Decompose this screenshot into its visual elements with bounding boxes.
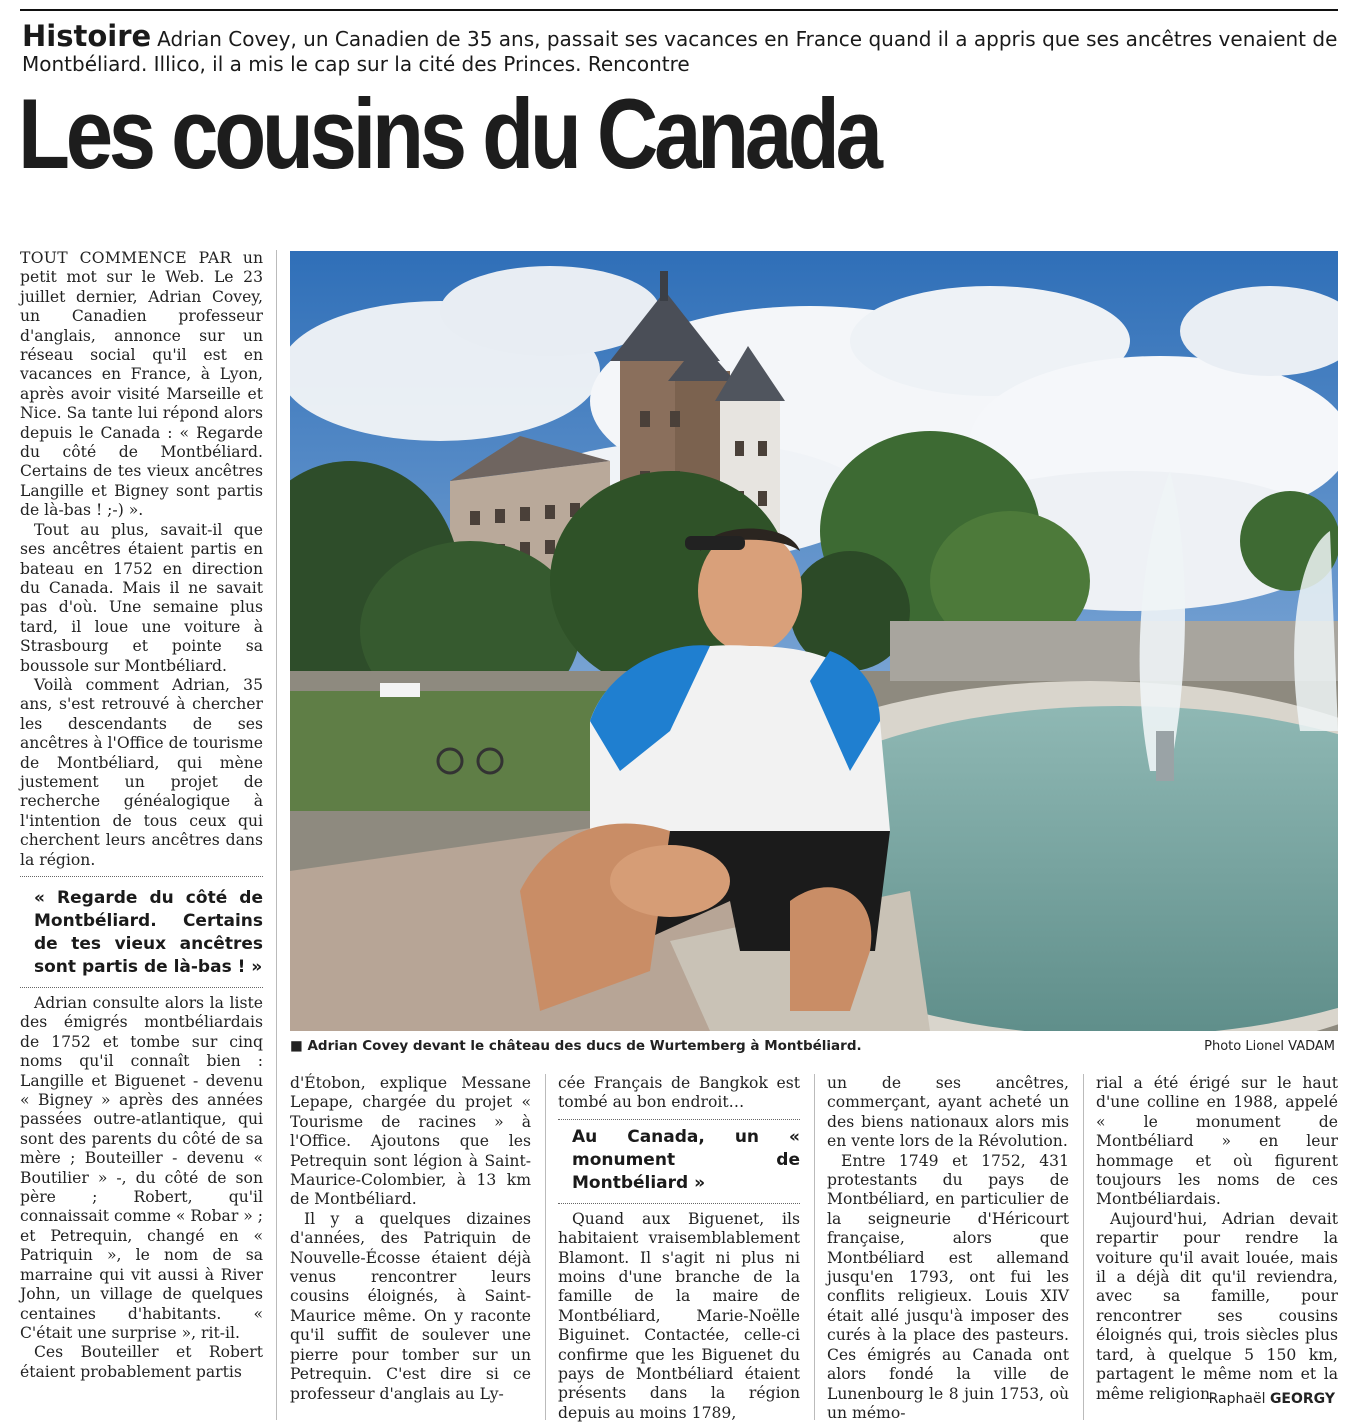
byline-first-name: Raphaël <box>1208 1391 1266 1407</box>
divider <box>20 987 263 988</box>
paragraph <box>20 249 263 521</box>
paragraph-text: un petit mot sur le Web. Le 23 juillet dernier, Adrian Covey, un Canadien professeur d'anglais, annonce sur un réseau social qu'il est en vacances en France, à Lyon, après avoir visité Marseille et Nice. Sa tante lui répond alors depuis le Canada : « Regarde du côté de Montbéliard. Certains de tes vieux ancêtres Langille et Bigney sont partis de là-bas ! ;-) ». <box>20 249 264 520</box>
paragraph: Adrian consulte alors la liste des émigrés montbéliardais de 1752 et tombe sur cinq noms qu'il connaît bien : Langille et Biguenet - devenu « Bigney » après des années passées outre-atlantique, qui sont des parents du côté de sa mère ; Bouteiller - devenu « Boutilier » -, du côté de son père ; Robert, qu'il connaissait comme « Robar » ; et Petrequin, changé en « Patriquin », le nom de sa marraine qui vit aussi à River John, un village de quelques centaines d'habitants. « C'était une surprise », rit-il. <box>20 994 263 1342</box>
paragraph: d'Étobon, explique Messane Lepape, chargée du projet « Tourisme de racines » à l'Office. Ajoutons que les Petrequin sont légion à Saint-Maurice-Colombier, à 13 km de Montbéliard. <box>290 1074 531 1209</box>
article-column-2 <box>290 1074 531 1404</box>
paragraph: Ces Bouteiller et Robert étaient probablement partis <box>20 1343 263 1381</box>
paragraph: Il y a quelques dizaines d'années, des Patriquin de Nouvelle-Écosse étaient déjà venus rencontrer leurs cousins éloignés, à Saint-Maurice même. On y raconte qu'il suffit de soulever une pierre pour tomber sur un Petrequin. C'est dire si ce professeur d'anglais au Ly- <box>290 1209 531 1403</box>
paragraph: Quand aux Biguenet, ils habitaient vraisemblablement Blamont. Il s'agit ni plus ni moins d'une branche de la famille de la maire de Montbéliard, Marie-Noëlle Biguinet. Contactée, celle-ci confirme que les Biguenet du pays de Montbéliard étaient présents dans la région depuis au moins 1789, <box>558 1209 800 1422</box>
subheading: Au Canada, un « monument de Montbéliard » <box>572 1126 800 1193</box>
article-column-5 <box>1096 1074 1338 1404</box>
divider <box>558 1203 800 1204</box>
top-rule <box>20 9 1338 11</box>
paragraph: Voilà comment Adrian, 35 ans, s'est retrouvé à chercher les descendants de ses ancêtres à l'Office de tourisme de Montbéliard, qui mène justement un projet de recherche généalogique à l'intention de tous ceux qui cherchent leurs ancêtres dans la région. <box>20 675 263 869</box>
section-tag: Histoire <box>22 19 152 53</box>
article-column-4 <box>827 1074 1069 1423</box>
byline-last-name: GEORGY <box>1269 1391 1335 1407</box>
kicker <box>22 19 1338 77</box>
article-column-3 <box>558 1074 800 1423</box>
paragraph: Aujourd'hui, Adrian devait repartir pour rendre la voiture qu'il avait louée, mais il a déjà dit qu'il reviendra, avec sa famille, pour rencontrer ses cousins éloignés qui, trois siècles plus tard, à quelque 5 150 km, partagent le même nom et la même religion. <box>1096 1209 1338 1403</box>
paragraph: un de ses ancêtres, commerçant, ayant acheté un des biens nationaux alors mis en vente lors de la Révolution. <box>827 1074 1069 1151</box>
column-divider <box>1083 1074 1084 1420</box>
photo-illustration <box>290 251 1338 1031</box>
byline <box>1209 1391 1335 1407</box>
photo-caption: ■ Adrian Covey devant le château des ducs de Wurtemberg à Montbéliard. <box>290 1038 862 1054</box>
article-column-1 <box>20 249 263 1382</box>
lead-in: TOUT COMMENCE PAR <box>20 249 232 267</box>
paragraph: Tout au plus, savait-il que ses ancêtres étaient partis en bateau en 1752 en direction du Canada. Mais il ne savait pas d'où. Une semaine plus tard, il loue une voiture à Strasbourg et pointe sa boussole sur Montbéliard. <box>20 520 263 675</box>
column-divider <box>276 250 277 1420</box>
paragraph: rial a été érigé sur le haut d'une colline en 1988, appelé « le monument de Montbéliard » en leur hommage et où figurent toujours les noms de ces Montbéliardais. <box>1096 1074 1338 1209</box>
divider <box>20 876 263 877</box>
article-photo <box>290 251 1338 1031</box>
paragraph: Entre 1749 et 1752, 431 protestants du pays de Montbéliard, en particulier de la seigneurie d'Héricourt française, alors que Montbéliard est allemand jusqu'en 1793, ont fui les conflits religieux. Louis XIV était allé jusqu'à imposer des curés à la place des pasteurs. Ces émigrés au Canada ont alors fondé la ville de Lunenbourg le 8 juin 1753, où un mémo- <box>827 1151 1069 1422</box>
pull-quote: « Regarde du côté de Montbéliard. Certains de tes vieux ancêtres sont partis de là-bas ! » <box>34 888 263 977</box>
headline: Les cousins du Canada <box>18 78 879 189</box>
kicker-text: Adrian Covey, un Canadien de 35 ans, passait ses vacances en France quand il a appris que ses ancêtres venaient de Montbéliard. Illico, il a mis le cap sur la cité des Princes. Rencontre <box>22 27 1338 76</box>
divider <box>558 1119 800 1120</box>
paragraph: cée Français de Bangkok est tombé au bon endroit… <box>558 1074 800 1112</box>
photo-credit: Photo Lionel VADAM <box>1204 1039 1335 1054</box>
column-divider <box>814 1074 815 1420</box>
column-divider <box>545 1074 546 1420</box>
